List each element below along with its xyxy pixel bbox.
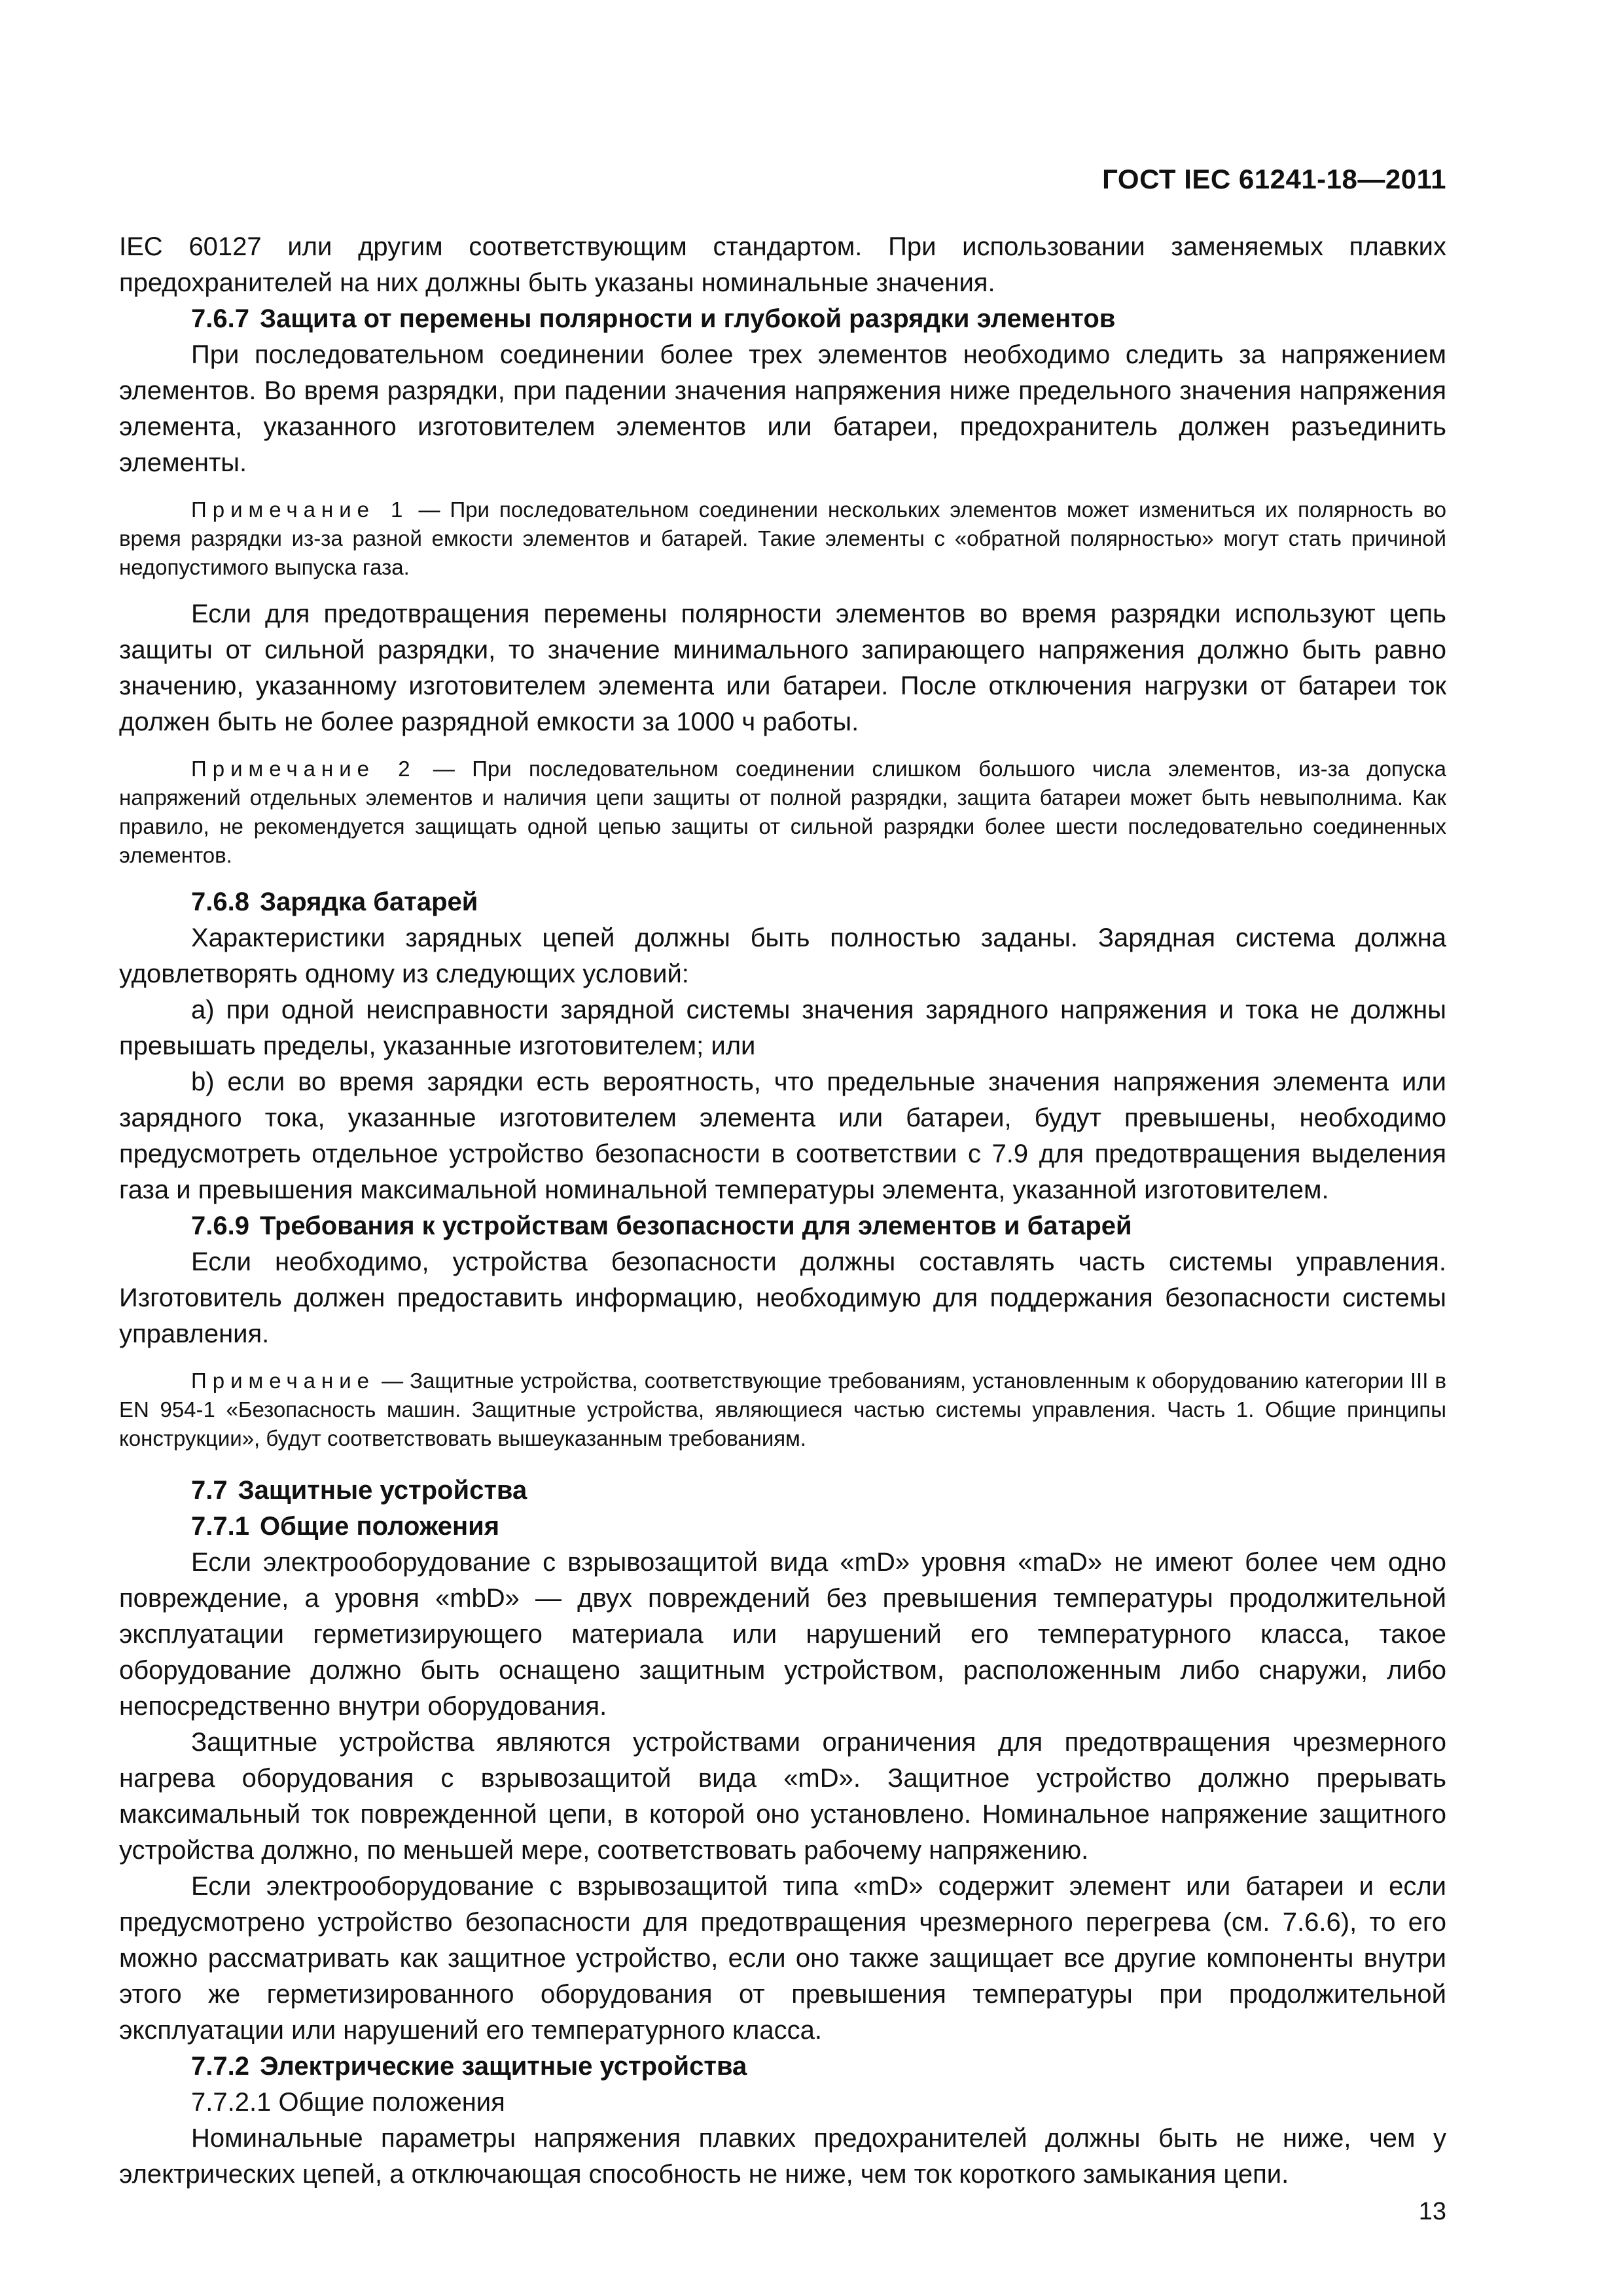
paragraph: Если необходимо, устройства безопасности должны составлять часть системы управления. Изготовитель должен предоставить информацию, необходимую для поддержания безопасности системы управления. — [119, 1247, 1446, 1348]
note-3 — [119, 1367, 1446, 1453]
paragraph: Если электрооборудование с взрывозащитой типа «mD» содержит элемент или батареи и если предусмотрено устройство безопасности для предотвращения чрезмерного перегрева (см. 7.6.6), то его можно рассматривать как защитное устройство, если оно также защищает все другие компоненты внутри этого же герметизированного оборудования от превышения температуры при продолжительной эксплуатации или нарушений его температурного класса. — [119, 1872, 1446, 2045]
note-1 — [119, 495, 1446, 582]
section-number: 7.6.7 — [191, 304, 249, 333]
document-body — [119, 229, 1446, 2193]
note-label: Примечание 2 — [191, 757, 416, 781]
note-2 — [119, 755, 1446, 870]
section-number: 7.6.8 — [191, 888, 249, 916]
paragraph: При последовательном соединении более трех элементов необходимо следить за напряжением элементов. Во время разрядки, при падении значения напряжения ниже предельного значения напряжения элемента, указанного изготовителем элементов или батареи, предохранитель должен разъединить элементы. — [119, 340, 1446, 477]
paragraph: IEC 60127 или другим соответствующим стандартом. При использовании заменяемых плавких предохранителей на них должны быть указаны номинальные значения. — [119, 232, 1446, 297]
paragraph: Характеристики зарядных цепей должны быть полностью заданы. Зарядная система должна удовлетворять одному из следующих условий: — [119, 924, 1446, 988]
section-title: Защита от перемены полярности и глубокой разрядки элементов — [259, 304, 1116, 333]
page-number: 13 — [1418, 2198, 1446, 2225]
document-header: ГОСТ IEC 61241-18—2011 — [1102, 164, 1446, 194]
section-title: Защитные устройства — [238, 1476, 527, 1505]
section-title: Требования к устройствам безопасности для элементов и батарей — [259, 1211, 1132, 1240]
section-number: 7.7.1 — [191, 1512, 249, 1541]
section-heading-7-7-1 — [119, 1509, 1446, 1545]
list-item-a: a) при одной неисправности зарядной системы значения зарядного напряжения и тока не должны превышать пределы, указанные изготовителем; или — [119, 996, 1446, 1060]
note-label: Примечание 1 — [191, 497, 409, 522]
section-heading-7-7-2 — [119, 2049, 1446, 2085]
paragraph: Защитные устройства являются устройствами ограничения для предотвращения чрезмерного нагрева оборудования с взрывозащитой вида «mD». Защитное устройство должно прерывать максимальный ток поврежденной цепи, в которой оно установлено. Номинальное напряжение защитного устройства должно, по меньшей мере, соответствовать рабочему напряжению. — [119, 1728, 1446, 1865]
section-number: 7.7 — [191, 1476, 228, 1505]
paragraph: Если для предотвращения перемены полярности элементов во время разрядки используют цепь защиты от сильной разрядки, то значение минимального запирающего напряжения должно быть равно значению, указанному изготовителем элемента или батареи. После отключения нагрузки от батареи ток должен быть не более разрядной емкости за 1000 ч работы. — [119, 600, 1446, 736]
note-text: — Защитные устройства, соответствующие требованиям, установленным к оборудованию категории III в EN 954-1 «Безопасность машин. Защитные устройства, являющиеся частью системы управления. Часть 1. Общие принципы конструкции», будут соответствовать вышеуказанным требованиям. — [119, 1369, 1446, 1450]
section-title: Зарядка батарей — [259, 888, 478, 916]
section-title: Общие положения — [259, 1512, 500, 1541]
note-text: — При последовательном соединении нескольких элементов может измениться их полярность во время разрядки из-за разной емкости элементов и батарей. Такие элементы с «обратной полярностью» могут стать причиной недопустимого выпуска газа. — [119, 497, 1447, 579]
note-label: Примечание — [191, 1369, 376, 1393]
section-heading-7-6-9 — [119, 1208, 1446, 1244]
section-number: 7.6.9 — [191, 1211, 249, 1240]
section-heading-7-6-7 — [119, 301, 1446, 337]
document-page — [119, 0, 1446, 2296]
subsection-heading-7-7-2-1: 7.7.2.1 Общие положения — [191, 2088, 505, 2117]
section-title: Электрические защитные устройства — [259, 2052, 747, 2081]
note-text: — При последовательном соединении слишком большого числа элементов, из-за допуска напряжений отдельных элементов и наличия цепи защиты от полной разрядки, защита батареи может быть невыполнима. Как правило, не рекомендуется защищать одной цепью защиты от сильной разрядки более шести последовательно соединенных элементов. — [119, 757, 1446, 867]
list-item-b: b) если во время зарядки есть вероятность, что предельные значения напряжения элемента или зарядного тока, указанные изготовителем элемента или батареи, будут превышены, необходимо предусмотреть отдельное устройство безопасности в соответствии с 7.9 для предотвращения выделения газа и превышения максимальной номинальной температуры элемента, указанной изготовителем. — [119, 1067, 1446, 1204]
section-number: 7.7.2 — [191, 2052, 249, 2081]
paragraph: Номинальные параметры напряжения плавких предохранителей должны быть не ниже, чем у электрических цепей, а отключающая способность не ниже, чем ток короткого замыкания цепи. — [119, 2124, 1446, 2189]
section-heading-7-7 — [119, 1473, 1446, 1509]
paragraph: Если электрооборудование с взрывозащитой вида «mD» уровня «maD» не имеют более чем одно повреждение, а уровня «mbD» — двух повреждений без превышения температуры продолжительной эксплуатации герметизирующего материала или нарушений его температурного класса, такое оборудование должно быть оснащено защитным устройством, расположенным либо снаружи, либо непосредственно внутри оборудования. — [119, 1548, 1446, 1721]
section-heading-7-6-8 — [119, 884, 1446, 920]
